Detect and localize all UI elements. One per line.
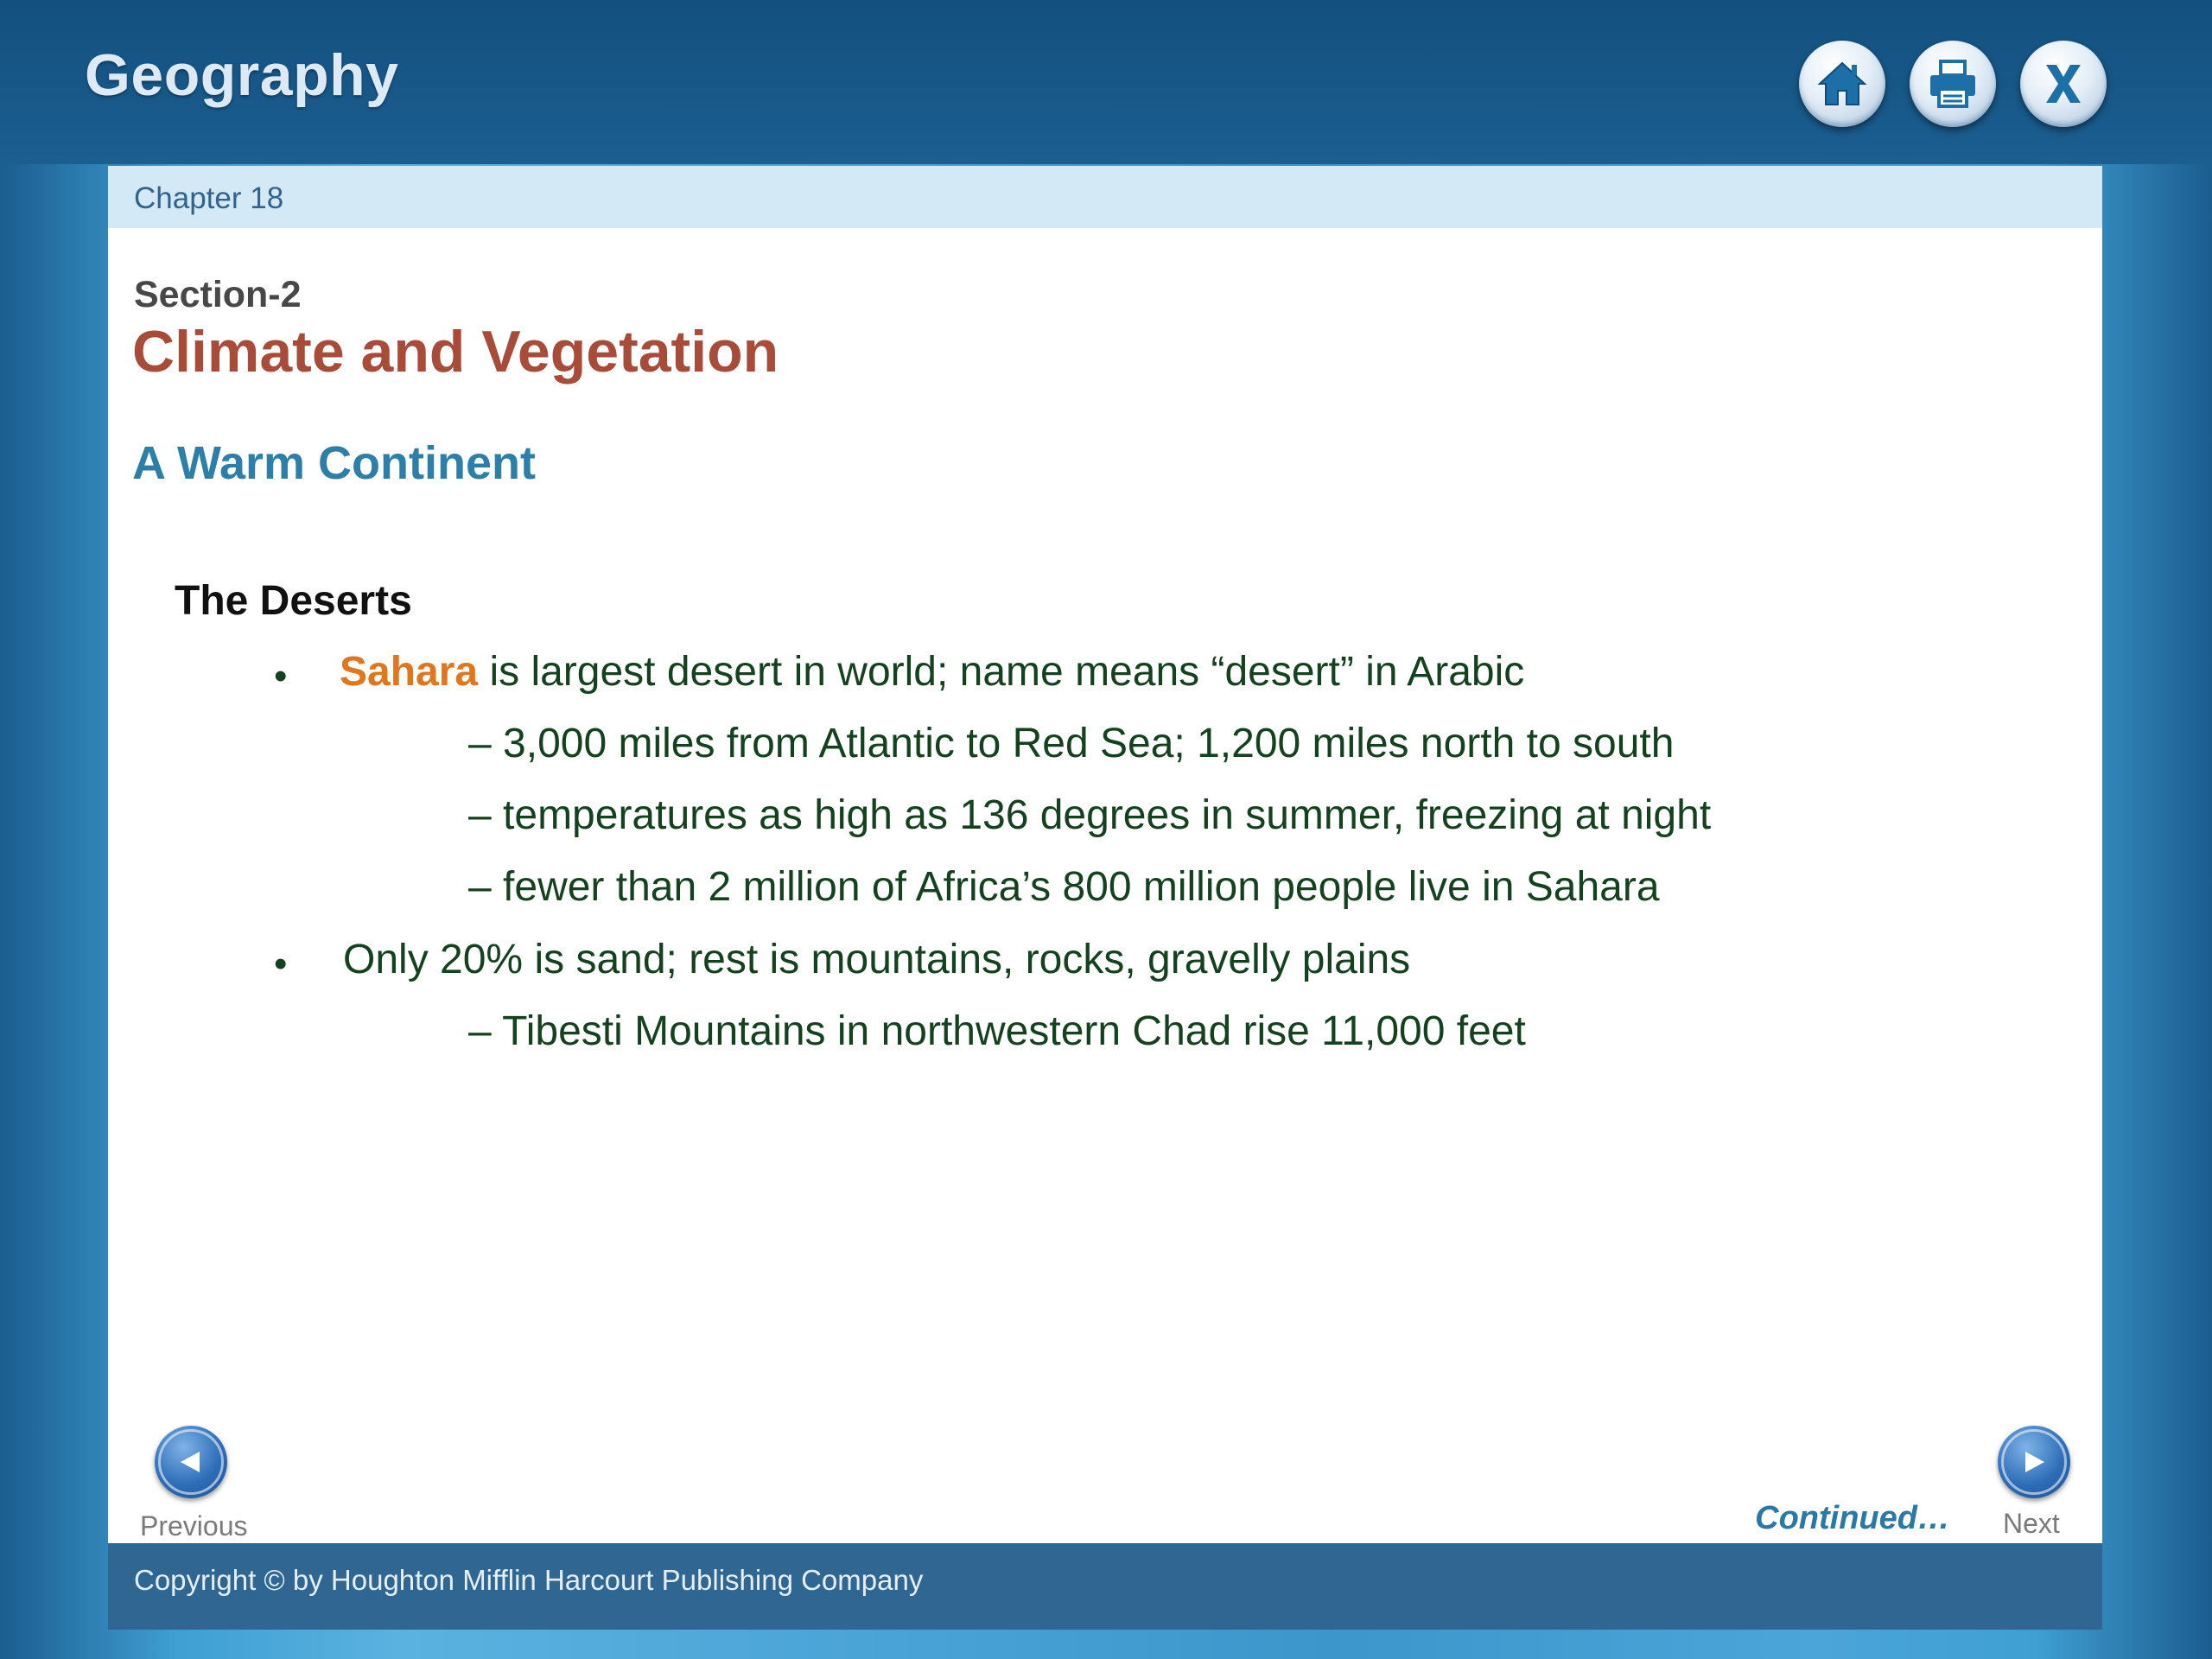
section-label: Section-2 [134, 274, 302, 315]
bullet-item [340, 648, 1524, 696]
footer-bar [108, 1543, 2102, 1630]
home-button[interactable] [1799, 41, 1885, 127]
print-icon [1925, 56, 1980, 111]
top-bar [0, 0, 2212, 164]
close-button[interactable] [2020, 41, 2107, 127]
close-icon [2036, 56, 2091, 111]
topic-heading: The Deserts [175, 578, 412, 624]
slide-panel [108, 166, 2102, 1630]
bullet-item: Only 20% is sand; rest is mountains, rocks, gravelly plains [343, 937, 1411, 982]
sub-bullet-item: – Tibesti Mountains in northwestern Chad rise 11,000 feet [468, 1008, 1526, 1054]
copyright-text: Copyright © by Houghton Mifflin Harcourt Publishing Company [134, 1564, 924, 1596]
page-subtitle: A Warm Continent [132, 437, 536, 489]
next-button[interactable] [1998, 1426, 2070, 1498]
next-label[interactable]: Next [2003, 1508, 2060, 1539]
sub-bullet-item: – fewer than 2 million of Africa’s 800 million people live in Sahara [468, 864, 1660, 910]
page-title: Climate and Vegetation [132, 319, 779, 385]
print-button[interactable] [1910, 41, 1996, 127]
home-icon [1815, 56, 1870, 111]
arrow-right-icon [2018, 1446, 2050, 1478]
bullet-text: is largest desert in world; name means “desert” in Arabic [478, 649, 1525, 695]
sub-bullet-item: – 3,000 miles from Atlantic to Red Sea; 1,200 miles north to south [468, 721, 1675, 766]
bullet-dot: • [274, 655, 288, 697]
chapter-bar [108, 166, 2102, 228]
bullet-dot: • [274, 943, 288, 985]
arrow-left-icon [175, 1446, 207, 1478]
app-title: Geography [85, 42, 399, 108]
continued-label: Continued… [1755, 1500, 1950, 1536]
previous-button[interactable] [155, 1426, 227, 1498]
chapter-label: Chapter 18 [134, 181, 284, 215]
highlight-term: Sahara [340, 649, 479, 695]
sub-bullet-item: – temperatures as high as 136 degrees in summer, freezing at night [468, 792, 1712, 838]
previous-label[interactable]: Previous [140, 1510, 248, 1541]
